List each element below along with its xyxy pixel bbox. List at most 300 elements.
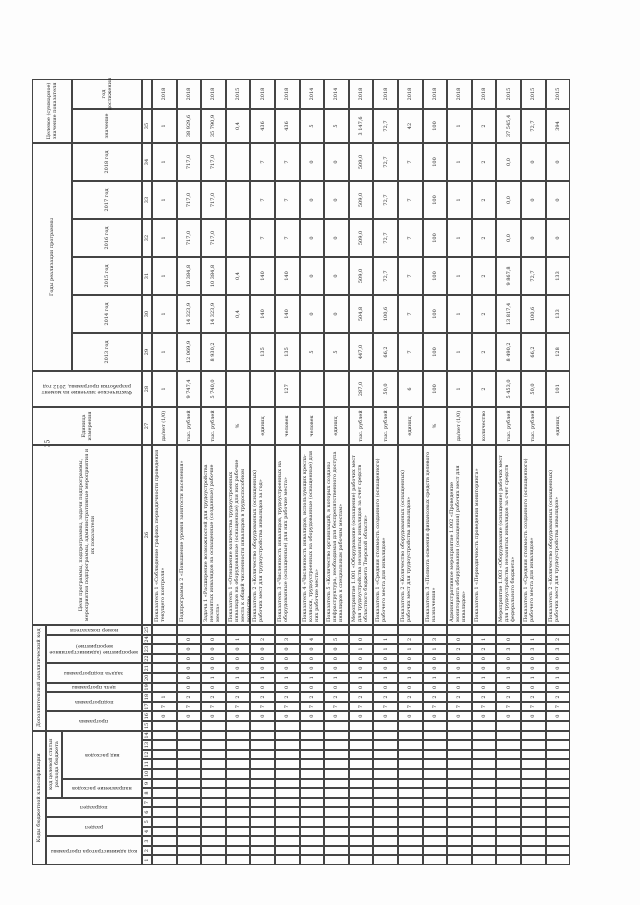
row-name-text: Показатель 4 «Численность инвалидов, использующих кресла-коляски, трудоустроенных на оборудованные (оснащенные) для них рабочие места» [301,450,320,622]
code-digit-text: 1 [407,676,414,680]
code-digit-text: 7 [235,705,242,709]
code-digit [177,663,202,673]
code-digit [423,740,448,750]
code-digit [521,654,546,664]
code-digit-text: 1 [382,676,389,680]
code-digit [300,644,325,654]
code-digit [201,750,226,760]
row-year-value [521,219,546,257]
code-digit [521,635,546,645]
row-unit [324,407,349,445]
code-digit [423,846,448,856]
row-name [423,445,448,625]
row-year-value-text: 13 817,4 [505,302,512,326]
code-digit [398,836,423,846]
col-number-32 [142,219,152,257]
row-name-text: Показатель 2 «Количество оборудованных (оснащенных) рабочих мест для трудоустройства инвалидов» [547,469,560,622]
row-year-value-text: 2 [481,312,488,316]
code-digit-text: 7 [185,705,192,709]
row-target-value-text: 38 929,6 [185,114,192,138]
col-number-13-text: 13 [144,741,150,749]
row-year-value-text: 1 [161,312,168,316]
row-year-value [521,143,546,181]
code-digit [546,750,571,760]
row-name-text: Административное мероприятие 1.002 «Проведение мониторинга оборудования (оснащения) рабочих мест для инвалидов» [449,465,468,622]
col-number-18-text: 18 [144,693,150,701]
code-digit [447,635,472,645]
code-digit [398,750,423,760]
row-year-value [496,295,521,333]
code-digit-text: 0 [333,685,340,689]
code-digit [201,855,226,865]
row-year-value-text: 1 [456,236,463,240]
code-digit [398,807,423,817]
code-digit-text: 7 [358,705,365,709]
code-digit [349,731,374,741]
code-digit [300,855,325,865]
code-digit-text: 2 [259,695,266,699]
row-year-value-text: 72,7 [382,194,389,206]
row-unit [447,407,472,445]
code-digit [398,731,423,741]
row-unit [177,407,202,445]
code-digit-text: 0 [235,714,242,718]
code-digit [423,625,448,635]
code-digit-text: 0 [554,666,561,670]
row-target-value-text: 37 545,4 [505,114,512,138]
col-number-19-text: 19 [144,684,150,691]
code-digit-text: 5 [333,637,340,641]
code-digit [201,683,226,693]
row-year-value-text: 100,6 [530,306,537,322]
row-target-year-text: 2015 [530,87,537,101]
code-digit [398,769,423,779]
col-number-36 [142,79,152,109]
row-year-value [201,295,226,333]
code-digit-text: 3 [431,637,438,641]
code-digit-text: 0 [358,685,365,689]
code-digit [324,807,349,817]
code-digit [423,692,448,702]
header-additional-codes-text: Дополнительный аналитический код [36,628,42,728]
code-digit-text: 0 [308,647,315,651]
code-digit [177,807,202,817]
code-digit-text: 0 [284,657,291,661]
col-number-7-text: 7 [144,801,150,805]
code-digit [472,827,497,837]
row-unit [398,407,423,445]
code-digit-text: 3 [284,637,291,641]
col-number-26 [142,445,152,625]
code-digit-text: 0 [431,657,438,661]
row-year-value [521,181,546,219]
row-target-year [546,79,571,109]
code-digit [546,625,571,635]
code-digit [423,827,448,837]
code-digit [226,740,251,750]
code-digit [496,702,521,712]
row-year-value-text: 7 [407,274,414,278]
row-target-year-text: 2014 [333,87,340,101]
code-digit [250,663,275,673]
row-year-value-text: 0 [333,160,340,164]
row-year-value [496,143,521,181]
code-digit [496,692,521,702]
row-year-value [300,219,325,257]
code-digit [250,788,275,798]
row-year-value [447,143,472,181]
code-digit-text: 1 [259,676,266,680]
code-digit [496,654,521,664]
row-year-value [349,143,374,181]
row-year-value [349,333,374,371]
header-year-4-text: 2016 год [104,226,110,250]
row-year-value [275,181,300,219]
code-digit-text: 1 [210,676,217,680]
code-digit [447,769,472,779]
code-digit [152,827,177,837]
code-digit [472,683,497,693]
row-year-value [472,333,497,371]
code-digit [546,635,571,645]
row-year-value [496,181,521,219]
row-year-value-text: 100 [431,309,438,319]
col-number-5-text: 5 [144,820,150,824]
row-year-value-text: 133 [554,309,561,319]
row-unit [300,407,325,445]
code-digit [373,644,398,654]
row-unit [423,407,448,445]
code-digit [373,635,398,645]
code-digit [546,769,571,779]
code-digit [324,788,349,798]
code-digit [472,798,497,808]
code-digit-text: 0 [505,637,512,641]
code-digit [250,721,275,731]
code-digit [177,798,202,808]
code-digit [152,836,177,846]
code-digit [546,827,571,837]
row-year-value-text: 66,2 [382,346,389,358]
code-digit [521,644,546,654]
code-digit [275,759,300,769]
code-digit [472,807,497,817]
code-digit-text: 0 [235,657,242,661]
row-fact-text: 101 [554,384,561,394]
code-digit [398,855,423,865]
code-digit-text: 0 [358,637,365,641]
code-digit [300,779,325,789]
code-digit [250,817,275,827]
row-year-value [472,143,497,181]
row-year-value-text: 509,0 [358,192,365,208]
code-digit [152,731,177,741]
row-name [324,445,349,625]
col-number-35-text: 35 [144,122,150,130]
row-year-value [373,143,398,181]
row-year-value [521,333,546,371]
row-target-year [226,79,251,109]
row-year-value [152,219,177,257]
row-year-value-text: 1 [161,236,168,240]
row-target-value-text: 5 [333,124,340,128]
row-year-value [496,257,521,295]
code-digit [349,721,374,731]
code-digit [521,721,546,731]
row-year-value [373,295,398,333]
row-target-value [546,109,571,143]
row-year-value [324,333,349,371]
code-digit-text: 0 [481,666,488,670]
row-year-value [373,257,398,295]
row-unit-text: человек [284,415,291,437]
row-year-value [373,181,398,219]
col-number-10 [142,769,152,779]
row-year-value-text: 1 [161,198,168,202]
col-number-31-text: 31 [144,272,150,280]
row-year-value [546,219,571,257]
row-year-value [423,295,448,333]
row-target-year [521,79,546,109]
code-digit-text: 0 [407,714,414,718]
row-year-value-text: 717,0 [185,192,192,208]
row-year-value [152,333,177,371]
row-year-value-text: 10 384,8 [185,264,192,288]
code-digit-text: 0 [358,714,365,718]
code-digit-text: 7 [431,705,438,709]
code-digit-text: 2 [456,695,463,699]
header-col-admin-text: код администратора программы [50,847,138,854]
row-unit-text: единиц [407,416,414,436]
code-digit [152,798,177,808]
header-napr-text: направление расходов [72,785,132,792]
code-digit [373,779,398,789]
code-digit [373,721,398,731]
row-year-value [496,219,521,257]
header-years-group [32,143,72,371]
code-digit [423,750,448,760]
header-year-5 [72,181,142,219]
code-digit [275,788,300,798]
header-napr [62,779,142,798]
code-digit [324,827,349,837]
code-digit [521,740,546,750]
header-year-3 [72,257,142,295]
row-unit [472,407,497,445]
code-digit-text: 2 [481,647,488,651]
code-digit [300,798,325,808]
code-digit [373,702,398,712]
col-number-18 [142,692,152,702]
code-digit [546,807,571,817]
col-number-20 [142,673,152,683]
row-unit [226,407,251,445]
code-digit [250,836,275,846]
row-year-value [201,181,226,219]
col-number-8 [142,788,152,798]
code-digit [398,692,423,702]
header-name [32,445,142,625]
code-digit [201,836,226,846]
row-year-value-text: 72,7 [382,232,389,244]
row-target-year-text: 2015 [554,87,561,101]
code-digit [472,635,497,645]
code-digit [423,673,448,683]
row-target-value [423,109,448,143]
row-unit-text: тыс. рублей [210,410,217,442]
row-fact-text: 50,0 [382,383,389,395]
header-target-value-text: значение [104,113,110,139]
row-year-value [201,333,226,371]
code-digit-text: 0 [407,657,414,661]
row-target-value [472,109,497,143]
row-year-value-text: 72,7 [382,156,389,168]
code-digit-text: 2 [358,695,365,699]
row-year-value [423,257,448,295]
row-fact [177,371,202,407]
code-digit [373,654,398,664]
code-digit [423,759,448,769]
code-digit [472,731,497,741]
code-digit-text: 1 [308,676,315,680]
row-unit-text: да/нет (1/0) [161,410,168,442]
code-digit [300,836,325,846]
code-digit [521,625,546,635]
code-digit [226,855,251,865]
row-year-value [324,257,349,295]
row-unit [275,407,300,445]
code-digit [373,788,398,798]
row-target-year-text: 2018 [481,87,488,101]
code-digit [373,750,398,760]
row-unit-text: тыс. рублей [530,410,537,442]
code-digit-text: 1 [358,647,365,651]
code-digit [201,731,226,741]
code-digit [177,750,202,760]
col-number-21-text: 21 [144,665,150,672]
code-digit [521,817,546,827]
header-col-podprog [46,692,142,711]
row-year-value [177,295,202,333]
code-digit [496,625,521,635]
row-year-value [349,295,374,333]
row-unit [496,407,521,445]
code-digit [546,654,571,664]
code-digit-text: 0 [185,685,192,689]
row-year-value [496,333,521,371]
row-target-year [300,79,325,109]
row-year-value-text: 140 [284,271,291,281]
code-digit [447,654,472,664]
code-digit-text: 0 [382,714,389,718]
code-digit-text: 1 [407,647,414,651]
row-year-value [275,143,300,181]
code-digit-text: 0 [185,647,192,651]
code-digit [521,750,546,760]
row-year-value [521,257,546,295]
code-digit [496,798,521,808]
code-digit [447,779,472,789]
code-digit [423,654,448,664]
code-digit-text: 0 [210,666,217,670]
code-digit [546,779,571,789]
code-digit [521,683,546,693]
code-digit [275,779,300,789]
code-digit [226,827,251,837]
code-digit [250,769,275,779]
row-year-value [373,333,398,371]
code-digit [423,683,448,693]
row-unit-text: единиц [554,416,561,436]
row-target-value [201,109,226,143]
code-digit [423,731,448,741]
code-digit [398,673,423,683]
row-year-value-text: 7 [259,160,266,164]
code-digit [373,740,398,750]
code-digit [472,702,497,712]
code-digit [546,663,571,673]
code-digit [398,663,423,673]
col-number-25-text: 25 [144,626,150,633]
row-fact [349,371,374,407]
col-number-5 [142,817,152,827]
code-digit [398,654,423,664]
code-digit [152,846,177,856]
code-digit-text: 2 [259,637,266,641]
code-digit [177,788,202,798]
code-digit-text: 1 [481,637,488,641]
row-fact [201,371,226,407]
code-digit-text: 2 [554,695,561,699]
row-unit [521,407,546,445]
row-fact-text: 127 [284,384,291,394]
code-digit [373,855,398,865]
code-digit-text: 0 [456,666,463,670]
code-digit-text: 0 [530,666,537,670]
row-year-value [152,295,177,333]
code-digit-text: 0 [284,647,291,651]
code-digit-text: 7 [407,705,414,709]
code-digit-text: 0 [456,637,463,641]
header-year-2-text: 2014 год [104,302,110,326]
code-digit [152,711,177,721]
row-name-text: Показатель 1 «Средняя стоимость созданного (оснащенного) рабочего места для инвалидов» [375,458,388,622]
row-unit [373,407,398,445]
code-digit [398,635,423,645]
code-digit [447,692,472,702]
col-number-13 [142,740,152,750]
header-col-task-text: задача подпрограммы [64,670,124,677]
code-digit [324,673,349,683]
row-name [250,445,275,625]
code-digit [546,817,571,827]
code-digit-text: 2 [210,695,217,699]
row-year-value [472,295,497,333]
code-digit [300,673,325,683]
code-digit [226,692,251,702]
row-year-value [275,257,300,295]
code-digit [472,740,497,750]
row-year-value-text: 0 [530,160,537,164]
row-target-value-text: 3 147,6 [358,116,365,136]
code-digit [349,635,374,645]
code-digit-text: 7 [554,705,561,709]
row-year-value-text: 0,4 [235,272,242,280]
code-digit [201,827,226,837]
code-digit-text: 2 [554,637,561,641]
code-digit [152,788,177,798]
code-digit [521,827,546,837]
